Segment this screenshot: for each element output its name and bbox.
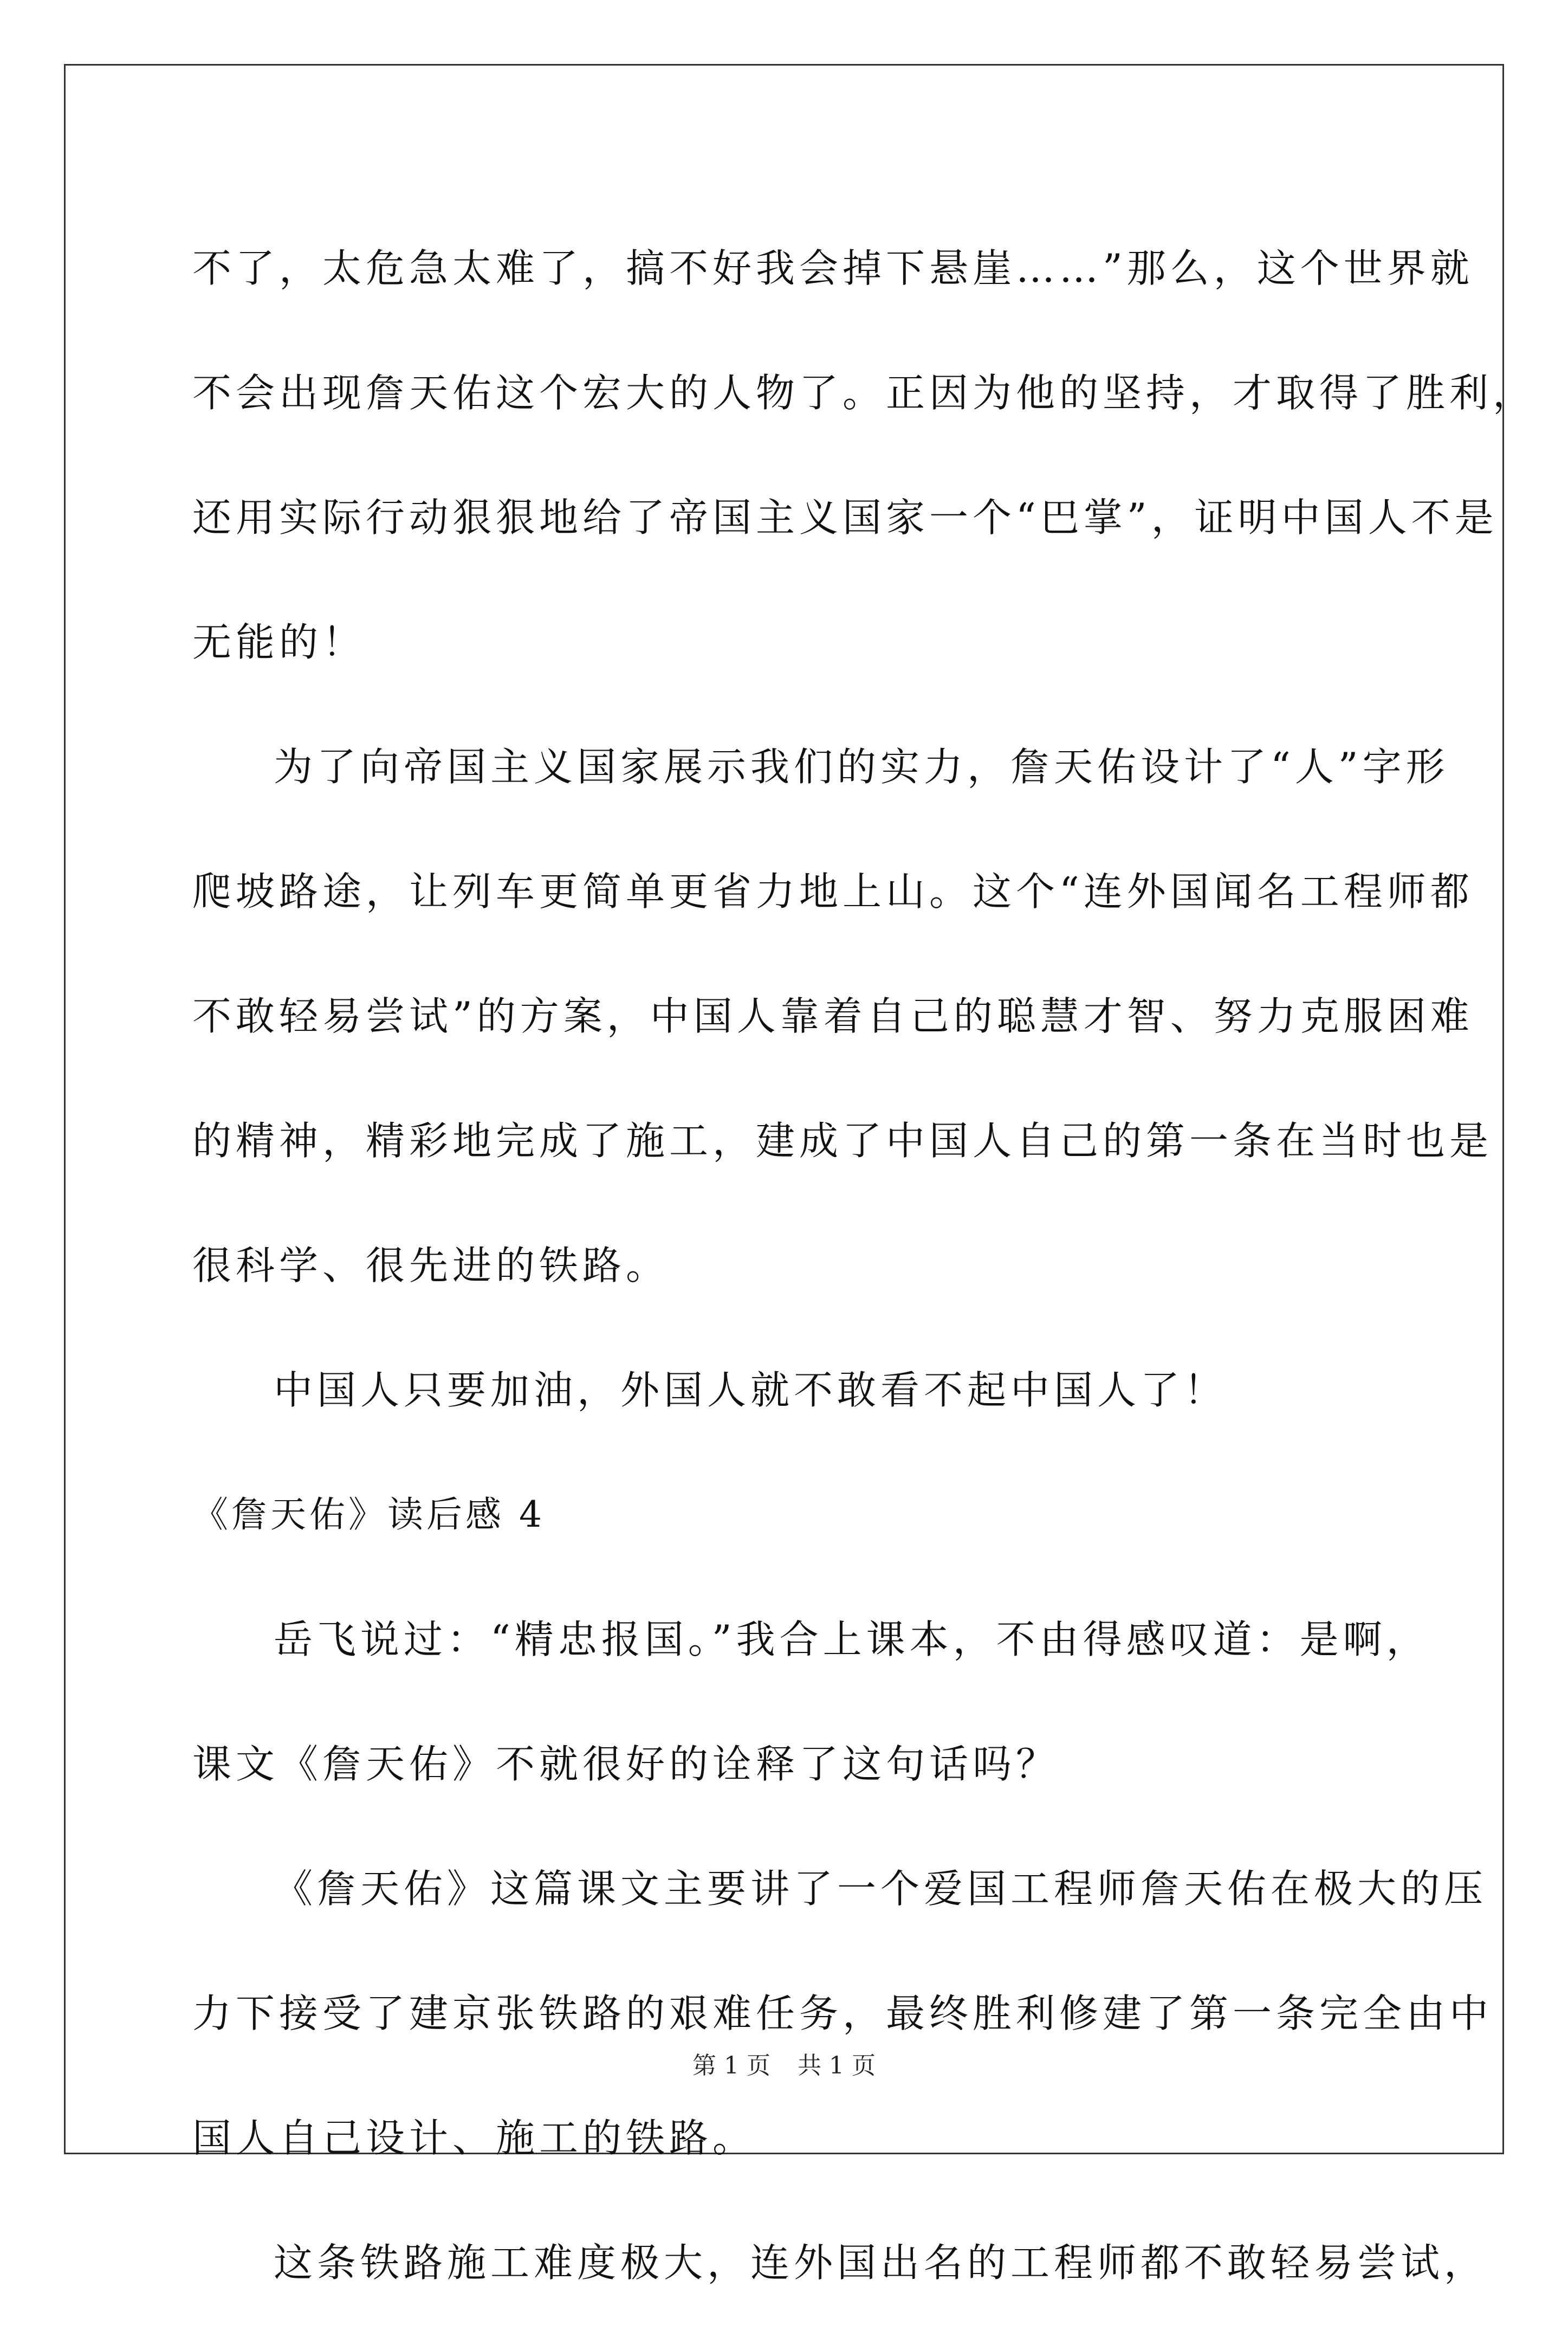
text-line: 不敢轻易尝试”的方案，中国人靠着自己的聪慧才智、努力克服困难: [192, 993, 1474, 1039]
document-body: [192, 206, 1537, 2325]
text-line: 国人自己设计、施工的铁路。: [192, 2115, 756, 2161]
paragraph-first-line: 《詹天佑》这篇课文主要讲了一个爱国工程师詹天佑在极大的压: [274, 1866, 1488, 1911]
text-line: 课文《詹天佑》不就很好的诠释了这句话吗？: [192, 1741, 1060, 1787]
text-line: 的精神，精彩地完成了施工，建成了中国人自己的第一条在当时也是: [192, 1118, 1493, 1164]
page-number-total: 共 1 页: [798, 2052, 876, 2079]
paragraph-first-line: 岳飞说过：“精忠报国。”我合上课本，不由得感叹道：是啊，: [274, 1617, 1430, 1662]
paragraph-first-line: 这条铁路施工难度极大，连外国出名的工程师都不敢轻易尝试，: [274, 2240, 1488, 2285]
page-footer: [0, 2050, 1568, 2082]
paragraph-first-line: 中国人只要加油，外国人就不敢看不起中国人了！: [274, 1367, 1228, 1413]
text-line: 不会出现詹天佑这个宏大的人物了。正因为他的坚持，才取得了胜利，: [192, 370, 1537, 416]
page-number-current: 第 1 页: [692, 2052, 770, 2079]
text-line: 无能的！: [192, 619, 366, 665]
paragraph-first-line: 为了向帝国主义国家展示我们的实力，詹天佑设计了“人”字形: [274, 744, 1449, 790]
text-line: 还用实际行动狠狠地给了帝国主义国家一个“巴掌”，证明中国人不是: [192, 495, 1498, 540]
text-line: 力下接受了建京张铁路的艰难任务，最终胜利修建了第一条完全由中: [192, 1991, 1493, 2036]
section-heading: 《詹天佑》读后感 4: [192, 1494, 545, 1535]
text-line: 很科学、很先进的铁路。: [192, 1243, 670, 1288]
text-line: 不了，太危急太难了，搞不好我会掉下悬崖……”那么，这个世界就: [192, 246, 1474, 291]
text-line: 爬坡路途，让列车更简单更省力地上山。这个“连外国闻名工程师都: [192, 869, 1474, 914]
